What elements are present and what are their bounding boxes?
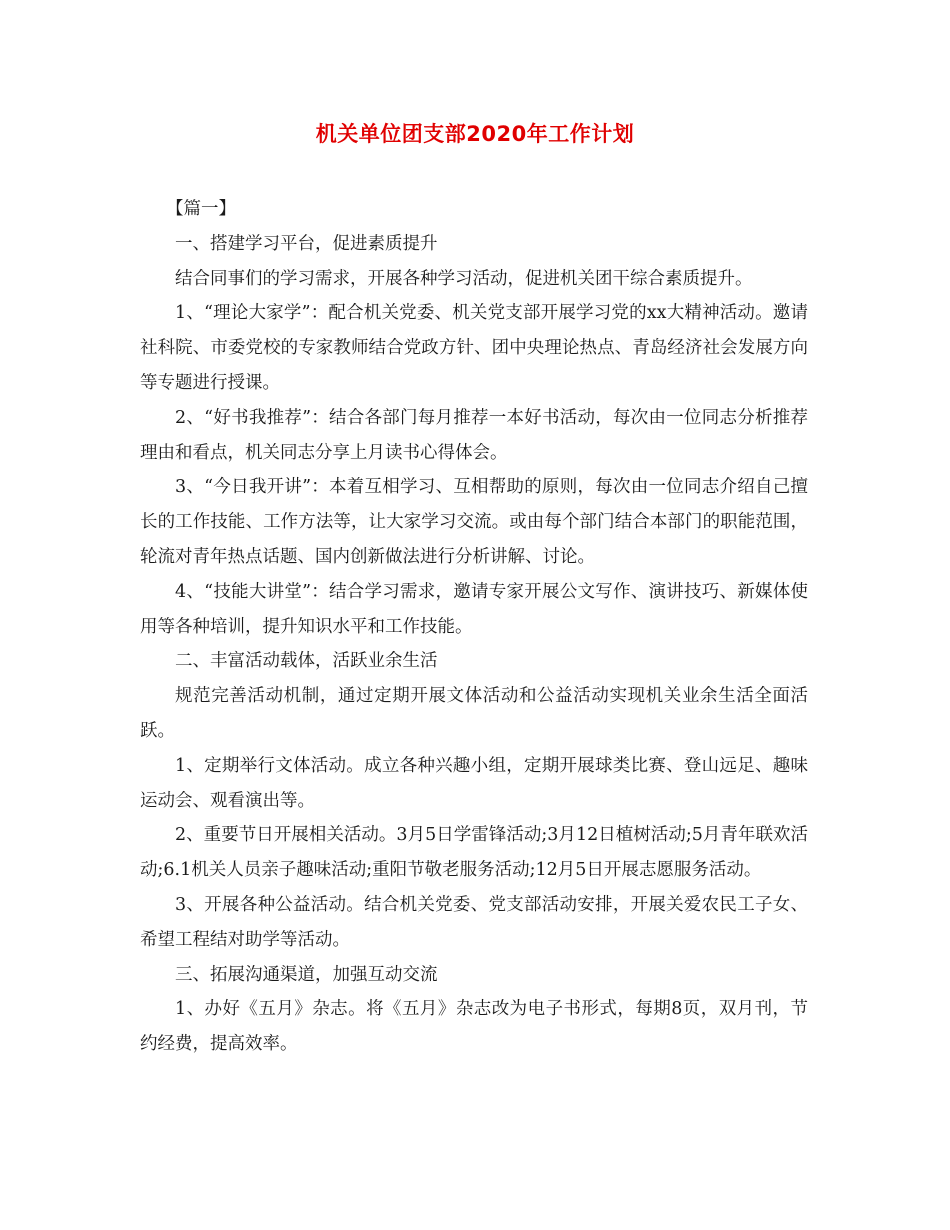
- paragraph-heading-3: 三、拓展沟通渠道，加强互动交流: [175, 964, 438, 985]
- paragraph: 4、“技能大讲堂”：结合学习需求，邀请专家开展公文写作、演讲技巧、新媒体使用等各种培训，提升知识水平和工作技能。: [140, 581, 808, 637]
- paragraph: 1、办好《五月》杂志。将《五月》杂志改为电子书形式，每期8页，双月刊，节约经费，提高效率。: [140, 999, 808, 1055]
- paragraph: 1、“理论大家学”：配合机关党委、机关党支部开展学习党的xx大精神活动。邀请社科院、市委党校的专家教师结合党政方针、团中央理论热点、青岛经济社会发展方向等专题进行授课。: [140, 303, 808, 393]
- paragraph: 3、“今日我开讲”：本着互相学习、互相帮助的原则，每次由一位同志介绍自己擅长的工作技能、工作方法等，让大家学习交流。或由每个部门结合本部门的职能范围，轮流对青年热点话题、国内创新做法进行分析讲解、讨论。: [140, 477, 808, 567]
- paragraph: 2、“好书我推荐”：结合各部门每月推荐一本好书活动，每次由一位同志分析推荐理由和看点，机关同志分享上月读书心得体会。: [140, 407, 808, 463]
- paragraph: 2、重要节日开展相关活动。3月5日学雷锋活动;3月12日植树活动;5月青年联欢活动;6.1机关人员亲子趣味活动;重阳节敬老服务活动;12月5日开展志愿服务活动。: [140, 825, 808, 881]
- document-title: 机关单位团支部2020年工作计划: [315, 122, 635, 146]
- paragraph: 规范完善活动机制，通过定期开展文体活动和公益活动实现机关业余生活全面活跃。: [140, 686, 808, 741]
- paragraph: 结合同事们的学习需求，开展各种学习活动，促进机关团干综合素质提升。: [175, 268, 753, 289]
- paragraph-heading-2: 二、丰富活动载体，活跃业余生活: [175, 651, 438, 672]
- document-body: [140, 192, 808, 1062]
- paragraph: 3、开展各种公益活动。结合机关党委、党支部活动安排，开展关爱农民工子女、希望工程结对助学等活动。: [140, 894, 808, 950]
- paragraph: 1、定期举行文体活动。成立各种兴趣小组，定期开展球类比赛、登山远足、趣味运动会、观看演出等。: [140, 755, 808, 811]
- section-mark: 【篇一】: [166, 199, 236, 219]
- paragraph-heading-1: 一、搭建学习平台，促进素质提升: [175, 233, 438, 254]
